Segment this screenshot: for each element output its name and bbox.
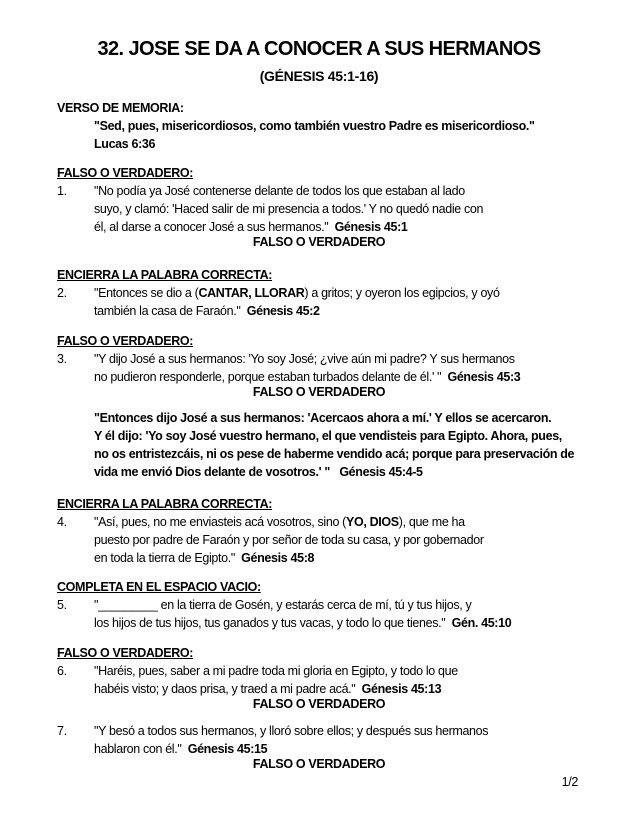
q3-heading: FALSO O VERDADERO: — [57, 334, 194, 348]
q4-heading: ENCIERRA LA PALABRA CORRECTA: — [57, 497, 273, 511]
q2-line-1: "Entonces se dio a (CANTAR, LLORAR) a gritos; y oyeron los egipcios, y oyó — [94, 286, 500, 300]
q4-line-2: puesto por padre de Faraón y por señor de toda su casa, y por gobernador — [94, 533, 484, 547]
q5-number: 5. — [57, 598, 67, 612]
q6-line-1: "Haréis, pues, saber a mi padre toda mi gloria en Egipto, y todo lo que — [94, 664, 458, 678]
passage-line-2: Y él dijo: 'Yo soy José vuestro hermano, el que vendisteis para Egipto. Ahora, pues, — [94, 429, 562, 443]
passage-reference: Génesis 45:4-5 — [339, 465, 423, 479]
q7-line-1: "Y besó a todos sus hermanos, y lloró sobre ellos; y después sus hermanos — [94, 724, 489, 738]
q6-number: 6. — [57, 664, 67, 678]
passage-line-1: "Entonces dijo José a sus hermanos: 'Acercaos ahora a mí.' Y ellos se acercaron. — [94, 411, 552, 425]
q2-heading: ENCIERRA LA PALABRA CORRECTA: — [57, 268, 273, 282]
q1-number: 1. — [57, 184, 67, 198]
q1-heading: FALSO O VERDADERO: — [57, 166, 194, 180]
q2-line-2: también la casa de Faraón." Génesis 45:2 — [94, 304, 320, 318]
q1-line-1: "No podía ya José contenerse delante de todos los que estaban al lado — [94, 184, 465, 198]
q3-answer-options[interactable]: FALSO O VERDADERO — [252, 385, 386, 399]
q7-reference: Génesis 45:15 — [187, 742, 268, 756]
page-subtitle: (GÉNESIS 45:1-16) — [259, 68, 379, 84]
q2-number: 2. — [57, 286, 67, 300]
q6-line-2: habéis visto; y daos prisa, y traed a mi padre acá." Génesis 45:13 — [94, 682, 442, 696]
page-number: 1/2 — [561, 775, 578, 789]
memory-heading: VERSO DE MEMORIA: — [57, 101, 184, 115]
q7-line-2: hablaron con él." Génesis 45:15 — [94, 742, 268, 756]
q4-line-1: "Así, pues, no me enviasteis acá vosotros, sino (YO, DIOS), que me ha — [94, 515, 465, 529]
passage-line-3: no os entristezcáis, ni os pese de haberme vendido acá; porque para preservación de — [94, 447, 575, 461]
q1-line-3: él, al darse a conocer José a sus hermanos." Génesis 45:1 — [94, 220, 408, 234]
q3-number: 3. — [57, 352, 67, 366]
page-title: 32. JOSE SE DA A CONOCER A SUS HERMANOS — [97, 38, 541, 60]
q2-reference: Génesis 45:2 — [246, 304, 320, 318]
q1-reference: Génesis 45:1 — [334, 220, 408, 234]
memory-verse-text: "Sed, pues, misericordiosos, como también vuestro Padre es misericordioso." — [94, 119, 535, 133]
q7-number: 7. — [57, 724, 67, 738]
q4-word-options[interactable]: YO, DIOS — [346, 515, 399, 529]
q3-line-1: "Y dijo José a sus hermanos: 'Yo soy José; ¿vive aún mi padre? Y sus hermanos — [94, 352, 515, 366]
q1-line-2: suyo, y clamó: 'Haced salir de mi presencia a todos.' Y no quedó nadie con — [94, 202, 484, 216]
q4-number: 4. — [57, 515, 67, 529]
q1-answer-options[interactable]: FALSO O VERDADERO — [252, 235, 386, 249]
q5-line-2: los hijos de tus hijos, tus ganados y tus vacas, y todo lo que tienes." Gén. 45:10 — [94, 616, 512, 630]
q4-reference: Génesis 45:8 — [241, 551, 315, 565]
passage-line-4: vida me envió Dios delante de vosotros.' " Génesis 45:4-5 — [94, 465, 423, 479]
q5-line-1[interactable]: "_________ en la tierra de Gosén, y estarás cerca de mí, tú y tus hijos, y — [94, 598, 472, 612]
q5-heading: COMPLETA EN EL ESPACIO VACIO: — [57, 580, 261, 594]
q6-reference: Génesis 45:13 — [361, 682, 442, 696]
q4-line-3: en toda la tierra de Egipto." Génesis 45:8 — [94, 551, 315, 565]
q7-answer-options[interactable]: FALSO O VERDADERO — [252, 757, 386, 771]
q3-reference: Génesis 45:3 — [447, 370, 521, 384]
q3-line-2: no pudieron responderle, porque estaban turbados delante de él.' " Génesis 45:3 — [94, 370, 521, 384]
q6-heading: FALSO O VERDADERO: — [57, 646, 194, 660]
q2-word-options[interactable]: CANTAR, LLORAR — [198, 286, 305, 300]
q6-answer-options[interactable]: FALSO O VERDADERO — [252, 697, 386, 711]
q5-reference: Gén. 45:10 — [451, 616, 512, 630]
memory-verse-ref: Lucas 6:36 — [94, 137, 156, 151]
